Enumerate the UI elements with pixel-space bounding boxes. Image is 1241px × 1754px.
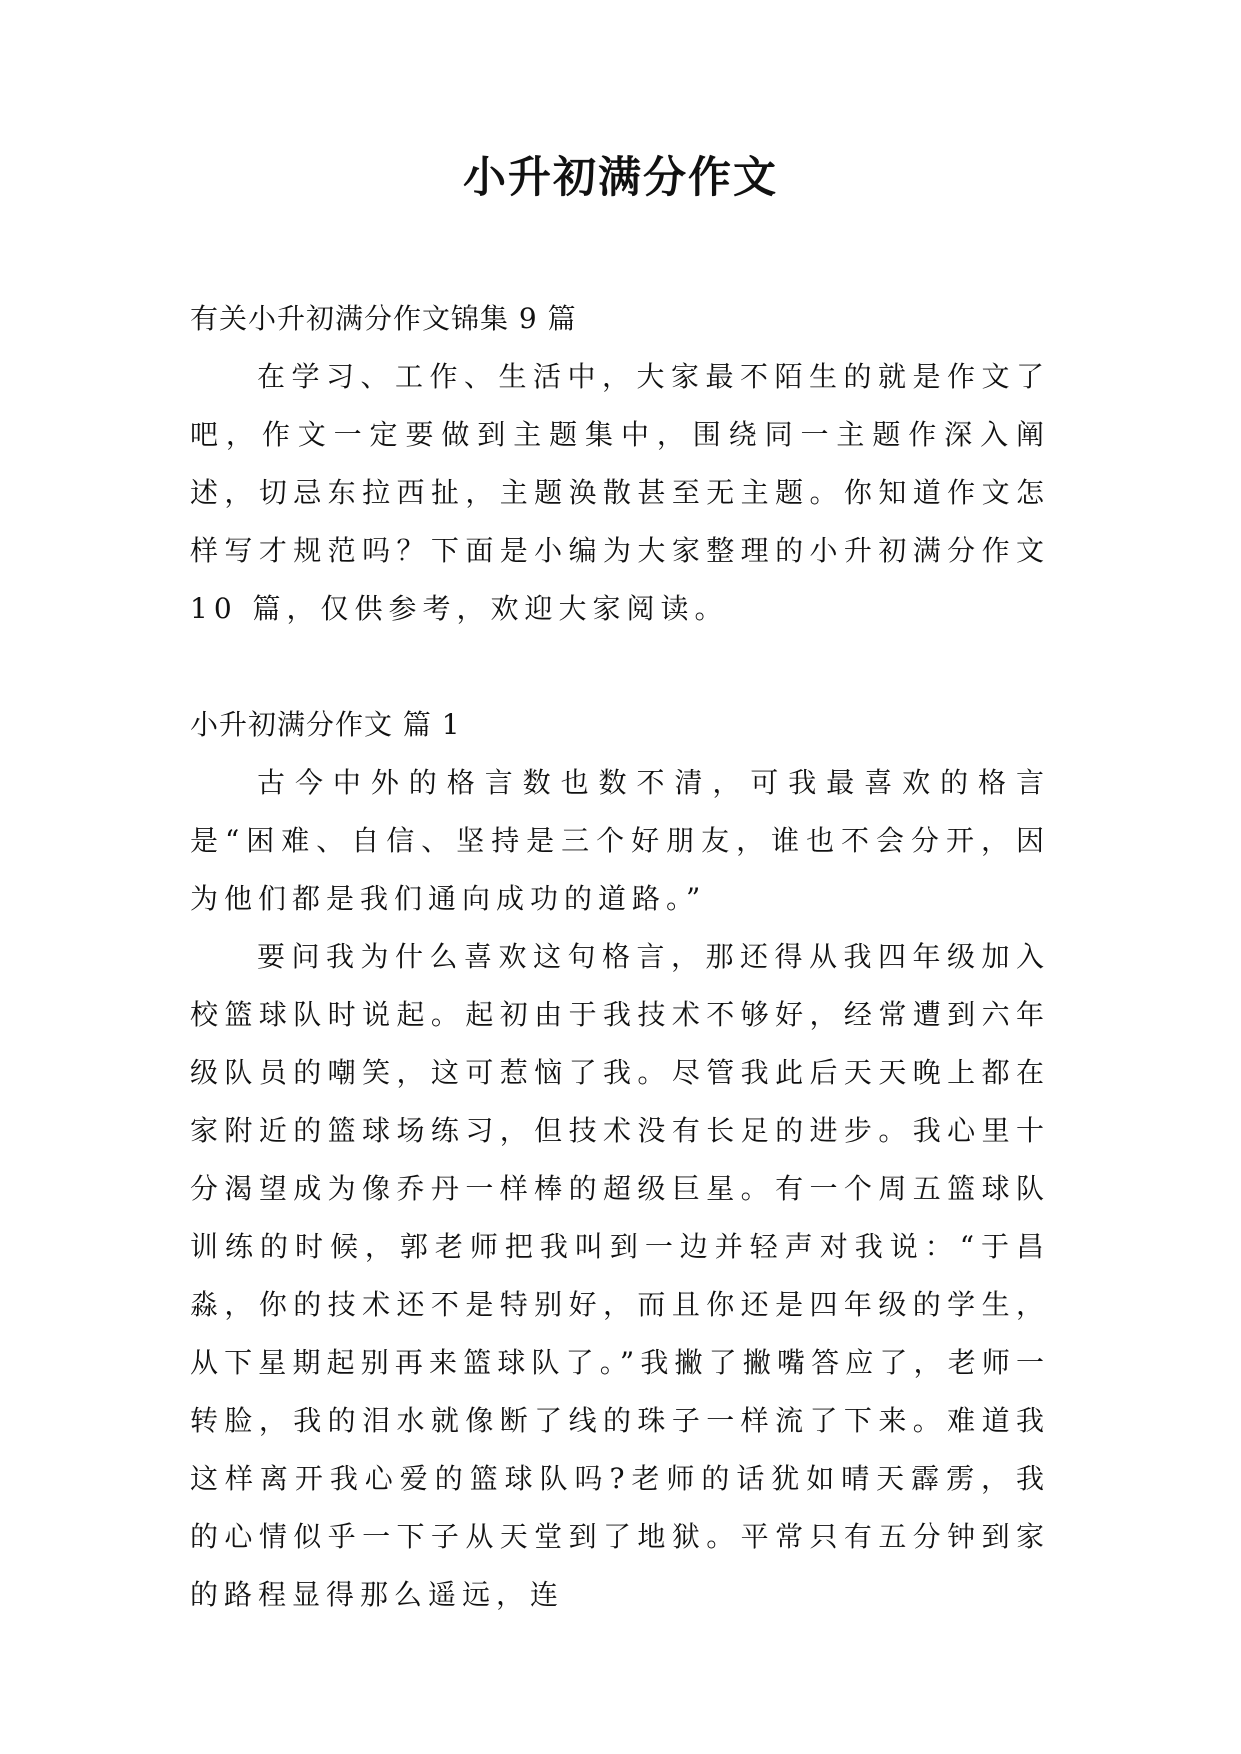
document-subtitle: 有关小升初满分作文锦集 9 篇: [190, 302, 577, 335]
body-paragraph-1: 古今中外的格言数也数不清，可我最喜欢的格言是“困难、自信、坚持是三个好朋友，谁也不会分开，因为他们都是我们通向成功的道路。”: [190, 766, 1050, 915]
intro-paragraph: 在学习、工作、生活中，大家最不陌生的就是作文了吧，作文一定要做到主题集中，围绕同一主题作深入阐述，切忌东拉西扯，主题涣散甚至无主题。你知道作文怎样写才规范吗？下面是小编为大家整理的小升初满分作文 10 篇，仅供参考，欢迎大家阅读。: [190, 360, 1050, 625]
page-title: 小升初满分作文: [463, 153, 778, 203]
document-body: [190, 290, 1050, 1624]
body-paragraph-2: 要问我为什么喜欢这句格言，那还得从我四年级加入校篮球队时说起。起初由于我技术不够好，经常遭到六年级队员的嘲笑，这可惹恼了我。尽管我此后天天晚上都在家附近的篮球场练习，但技术没有长足的进步。我心里十分渴望成为像乔丹一样棒的超级巨星。有一个周五篮球队训练的时候，郭老师把我叫到一边并轻声对我说：“于昌淼，你的技术还不是特别好，而且你还是四年级的学生，从下星期起别再来篮球队了。”我撇了撇嘴答应了，老师一转脸，我的泪水就像断了线的珠子一样流了下来。难道我这样离开我心爱的篮球队吗?老师的话犹如晴天霹雳，我的心情似乎一下子从天堂到了地狱。平常只有五分钟到家的路程显得那么遥远，连: [190, 940, 1050, 1611]
section-spacer: [190, 638, 1050, 696]
section-heading: 小升初满分作文 篇 1: [190, 708, 461, 741]
